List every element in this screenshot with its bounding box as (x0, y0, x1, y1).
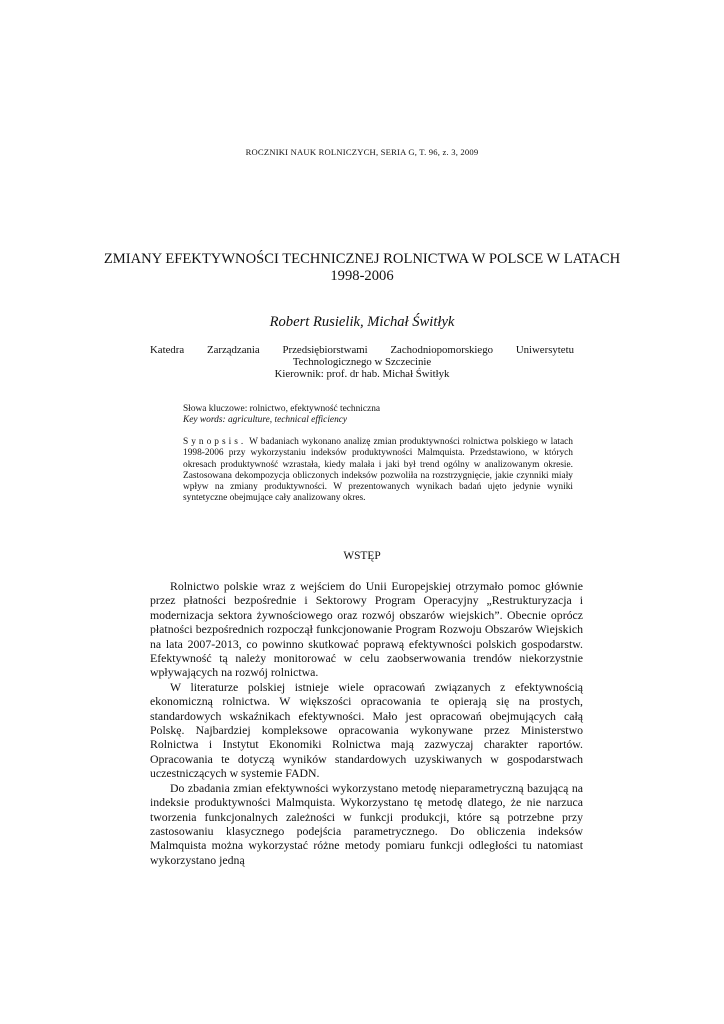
body-text (150, 579, 583, 867)
synopsis-text: W badaniach wykonano analizę zmian produktywności rolnictwa polskiego w latach 1998-2006 przy wykorzystaniu indeksów produktywności Malmquista. Przedstawiono, w których okresach produktywność wzrastała, kiedy malała i jaki był trend ogólny w analizowanym okresie. Zastosowana dekompozycja obliczonych indeksów pozwoliła na rozstrzygnięcie, jakie czynniki miały wpływ na zmiany produktywności. W prezentowanych wynikach badań ujęto jedynie wyniki syntetyczne obejmujące cały analizowany okres. (183, 437, 573, 504)
authors: Robert Rusielik, Michał Świtłyk (269, 314, 455, 330)
synopsis-label: Synopsis. (183, 437, 247, 447)
paragraph: Rolnictwo polskie wraz z wejściem do Unii Europejskiej otrzymało pomoc głównie przez płatności bezpośrednie i Sektorowy Program Operacyjny „Restrukturyzacja i modernizacja sektora żywnościowego oraz rozwój obszarów wiejskich”. Obecnie oprócz płatności bezpośrednich rozpoczął funkcjonowanie Program Rozwoju Obszarów Wiejskich na lata 2007-2013, co powinno skutkować poprawą efektywności polskich gospodarstw. Efektywność tą należy monitorować w celu zaobserwowania trendów niekorzystnie wpływających na rozwój rolnictwa. (150, 579, 583, 680)
department-head: Kierownik: prof. dr hab. Michał Świtłyk (274, 368, 450, 380)
paragraph: W literaturze polskiej istnieje wiele opracowań związanych z efektywnością ekonomiczną rolnictwa. W większości opracowania te opierają się na prostych, standardowych wskaźnikach efektywności. Mało jest opracowań obejmujących całą Polskę. Najbardziej kompleksowe opracowania wykonywane przez Ministerstwo Rolnictwa i Instytut Ekonomiki Rolnictwa mają zazwyczaj charakter raportów. Opracowania te dotyczą wyników standardowych uzyskiwanych w gospodarstwach uczestniczących w systemie FADN. (150, 679, 583, 781)
synopsis (183, 437, 573, 505)
section-title: WSTĘP (343, 550, 381, 562)
affiliation: Katedra Zarządzania Przedsiębiorstwami Zachodniopomorskiego Uniwersytetu Technologicznego w Szczecinie (150, 344, 574, 368)
affiliation-block (150, 344, 574, 380)
keywords-en: Key words: agriculture, technical efficiency (183, 415, 348, 425)
keywords-pl: Słowa kluczowe: rolnictwo, efektywność techniczna (183, 404, 381, 414)
paragraph: Do zbadania zmian efektywności wykorzystano metodę nieparametryczną bazującą na indeksie produktywności Malmquista. Wykorzystano tę metodę dlatego, że nie narzuca tworzenia funkcjonalnych zależności w funkcji produkcji, które są potrzebne przy zastosowaniu klasycznego podejścia parametrycznego. Do obliczenia indeksów Malmquista można wykorzystać różne metody pomiaru funkcji odległości tu natomiast wykorzystano jedną (150, 780, 583, 867)
article-title: ZMIANY EFEKTYWNOŚCI TECHNICZNEJ ROLNICTWA W POLSCE W LATACH 1998-2006 (103, 251, 621, 284)
journal-header: ROCZNIKI NAUK ROLNICZYCH, SERIA G, T. 96, z. 3, 2009 (245, 147, 479, 157)
keywords-block (183, 404, 573, 426)
